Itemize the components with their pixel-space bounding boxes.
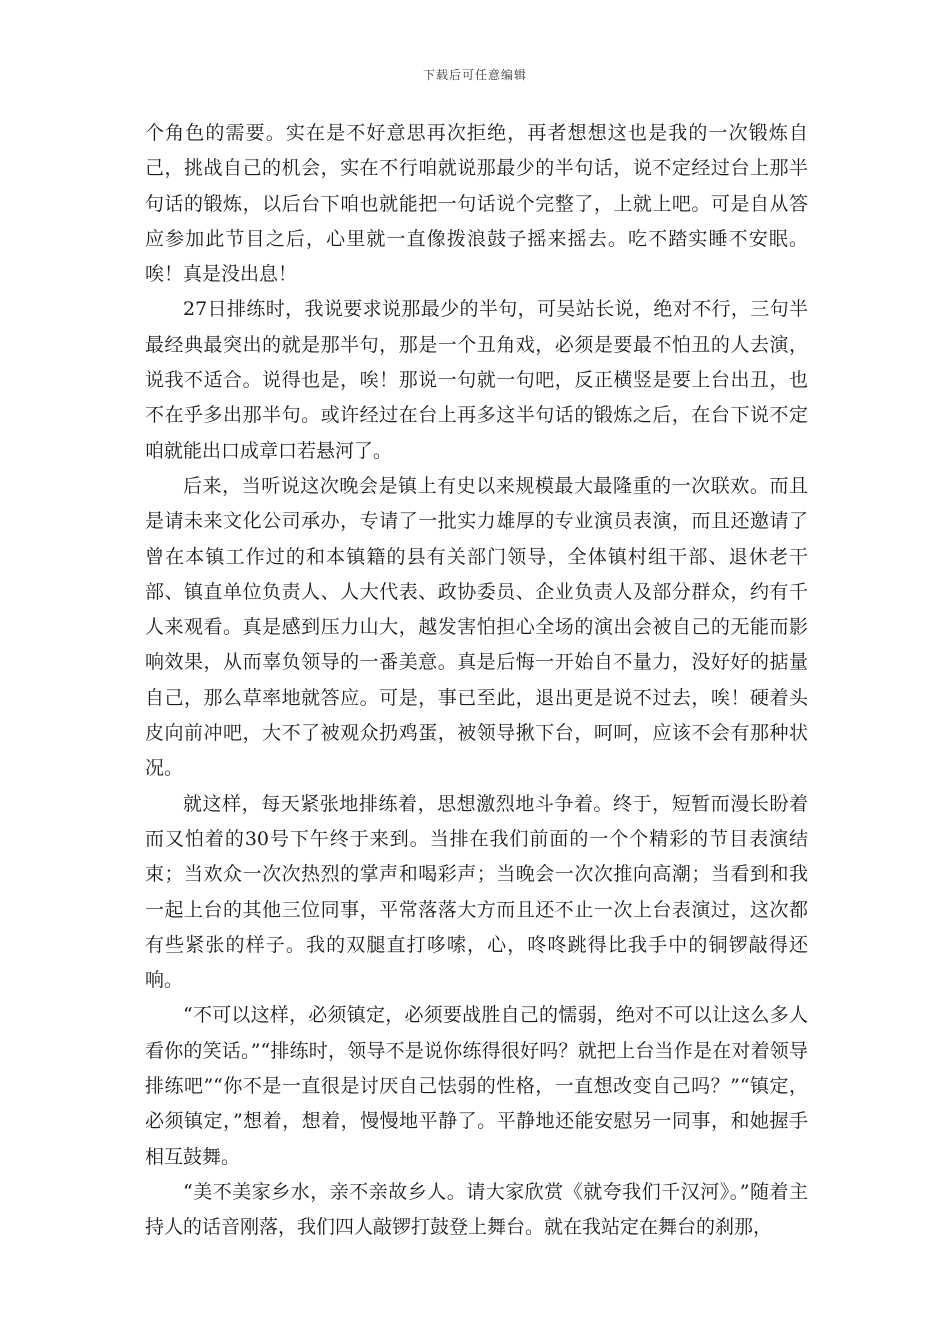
- paragraph-6: “美不美家乡水，亲不亲故乡人。请大家欣赏《就夸我们千汉河》。”随着主持人的话音刚落，我们四人敲锣打鼓登上舞台。就在我站定在舞台的刹那，: [145, 1180, 808, 1239]
- paragraph-5: “不可以这样，必须镇定，必须要战胜自己的懦弱，绝对不可以让这么多人看你的笑话。”“排练时，领导不是说你练得很好吗？就把上台当作是在对着领导排练吧”“你不是一直很是讨厌自己怯弱的性格，一直想改变自己吗？”“镇定，必须镇定，”想着，想着，慢慢地平静了。平静地还能安慰另一同事，和她握手相互鼓舞。: [145, 1004, 808, 1168]
- paragraph-3: 后来，当听说这次晚会是镇上有史以来规模最大最隆重的一次联欢。而且是请未来文化公司承办，专请了一批实力雄厚的专业演员表演，而且还邀请了曾在本镇工作过的和本镇籍的县有关部门领导，全体镇村组干部、退休老干部、镇直单位负责人、人大代表、政协委员、企业负责人及部分群众，约有千人来观看。真是感到压力山大，越发害怕担心全场的演出会被自己的无能而影响效果，从而辜负领导的一番美意。真是后悔一开始自不量力，没好好的掂量自己，那么草率地就答应。可是，事已至此，退出更是说不过去，唉！硬着头皮向前冲吧，大不了被观众扔鸡蛋，被领导揪下台，呵呵，应该不会有那种状况。: [145, 474, 808, 780]
- paragraph-1: 个角色的需要。实在是不好意思再次拒绝，再者想想这也是我的一次锻炼自己，挑战自己的机会，实在不行咱就说那最少的半句话，说不定经过台上那半句话的锻炼，以后台下咱也就能把一句话说个完整了，上就上吧。可是自从答应参加此节目之后，心里就一直像拨浪鼓子摇来摇去。吃不踏实睡不安眠。唉！真是没出息！: [145, 122, 808, 286]
- page-header: 下载后可任意编辑: [422, 68, 527, 82]
- paragraph-4: 就这样，每天紧张地排练着，思想激烈地斗争着。终于，短暂而漫长盼着而又怕着的30号下午终于来到。当排在我们前面的一个个精彩的节目表演结束；当欢众一次次热烈的掌声和喝彩声；当晚会一次次推向高潮；当看到和我一起上台的其他三位同事，平常落落大方而且还不止一次上台表演过，这次都有些紧张的样子。我的双腿直打哆嗦，心，咚咚跳得比我手中的铜锣敲得还响。: [145, 792, 808, 992]
- paragraph-2: 27日排练时，我说要求说那最少的半句，可吴站长说，绝对不行，三句半最经典最突出的就是那半句，那是一个丑角戏，必须是要最不怕丑的人去演，说我不适合。说得也是，唉！那说一句就一句吧，反正横竖是要上台出丑，也不在乎多出那半句。或许经过在台上再多这半句话的锻炼之后，在台下说不定咱就能出口成章口若悬河了。: [145, 298, 808, 462]
- document-body: [145, 116, 808, 1246]
